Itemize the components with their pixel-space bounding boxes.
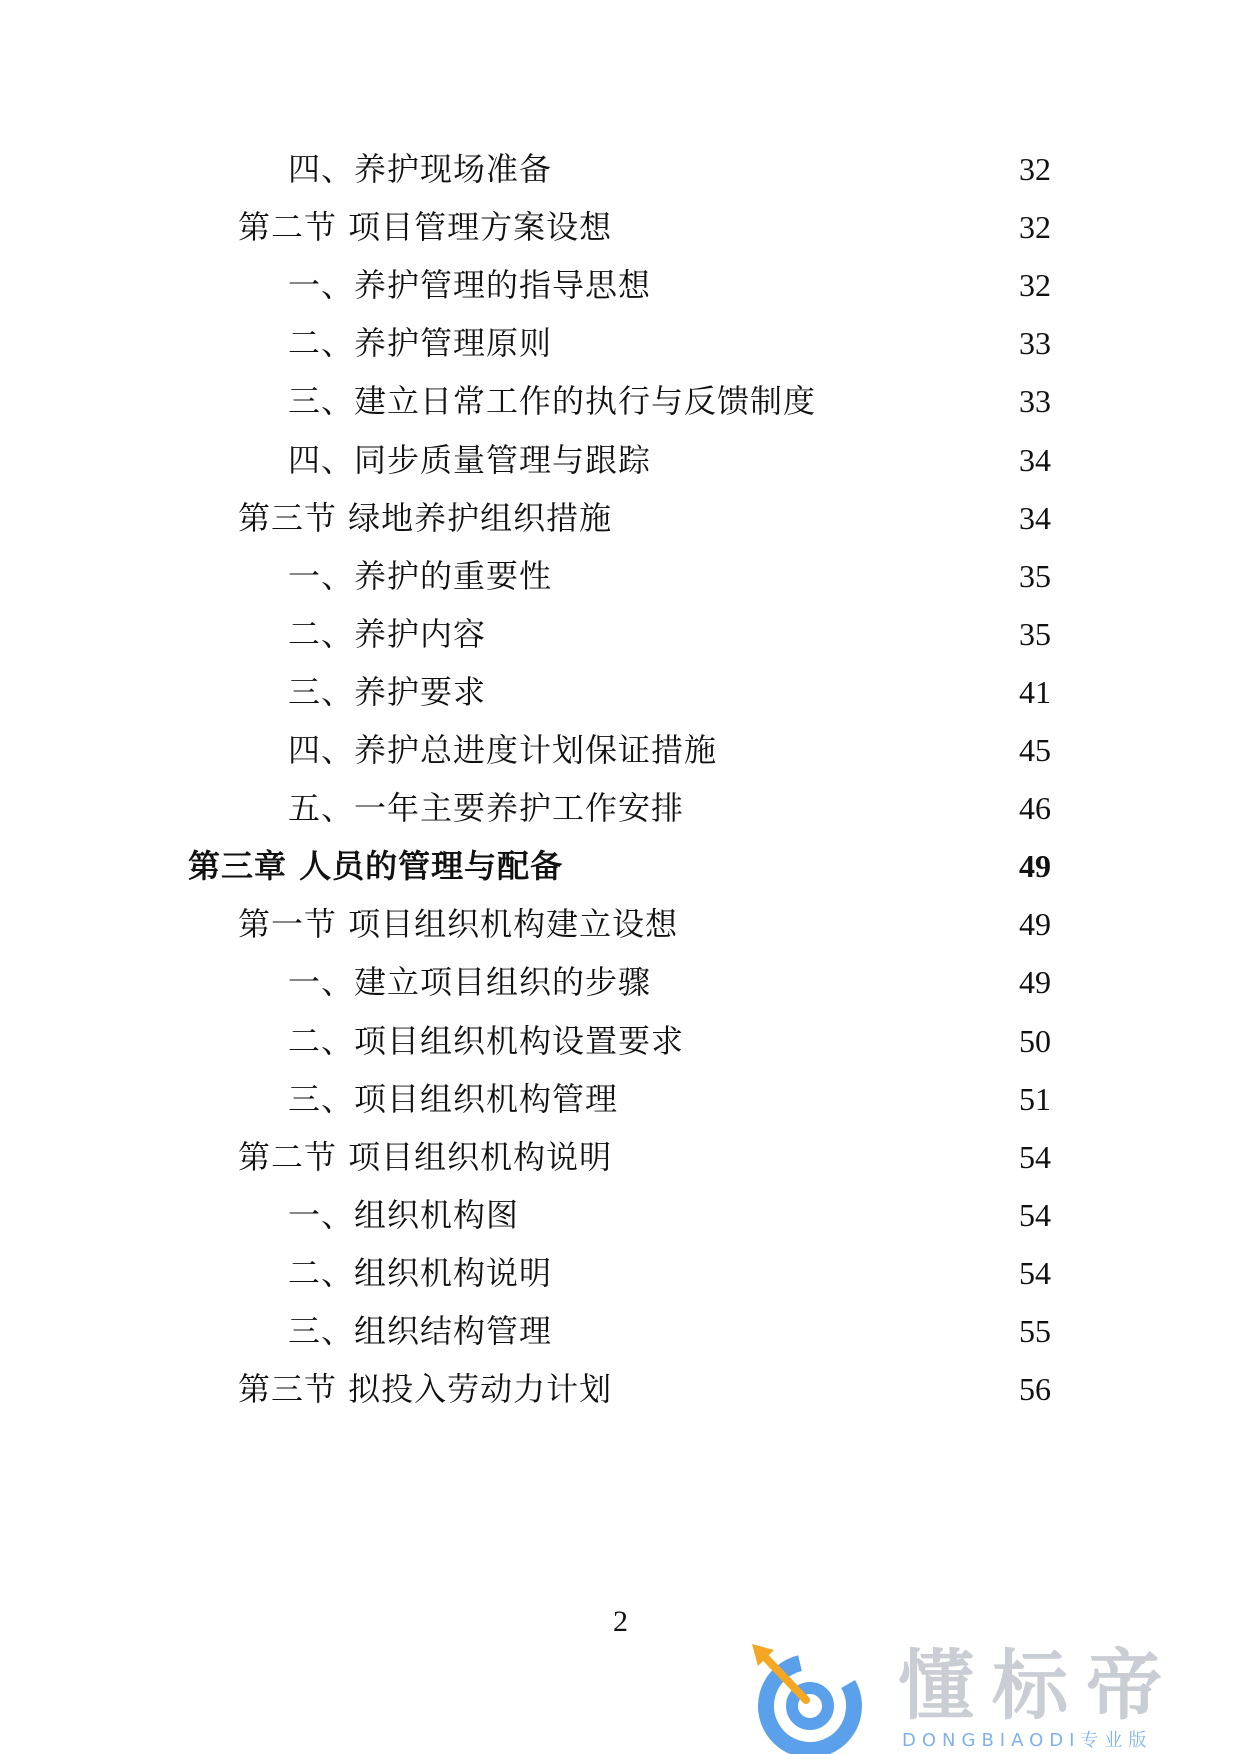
- toc-entry-page: 49: [1019, 848, 1051, 885]
- toc-entry: [0, 551, 1241, 601]
- toc-entry: [0, 202, 1241, 252]
- watermark-brand: 懂标帝: [898, 1641, 1180, 1730]
- toc-entry-title: 二、养护管理原则: [288, 324, 553, 363]
- toc-entry-title: 第二节 项目组织机构说明: [238, 1137, 613, 1176]
- toc-entry-title: 一、组织机构图: [288, 1195, 520, 1234]
- toc-entry-title: 四、同步质量管理与跟踪: [288, 440, 652, 479]
- toc-entry-title: 二、养护内容: [288, 614, 487, 653]
- toc-entry-title: 一、建立项目组织的步骤: [288, 963, 652, 1002]
- toc-entry-title: 第三章 人员的管理与配备: [188, 847, 564, 886]
- toc-entry-title: 三、组织结构管理: [288, 1312, 553, 1350]
- toc-entry-page: 54: [1019, 1254, 1051, 1291]
- toc-entry-title: 四、养护总进度计划保证措施: [288, 731, 718, 769]
- toc-entry-title: 第二节 项目管理方案设想: [238, 208, 613, 247]
- toc-entry-title: 五、一年主要养护工作安排: [288, 789, 685, 828]
- toc-entry: [0, 1306, 1241, 1356]
- toc-entry-page: 32: [1019, 209, 1051, 246]
- toc-entry-title: 三、养护要求: [288, 672, 487, 711]
- toc-entry-title: 三、项目组织机构管理: [288, 1079, 619, 1118]
- toc-entry-page: 46: [1019, 790, 1051, 827]
- toc-entry: [0, 1248, 1241, 1298]
- toc-entry: [0, 260, 1241, 310]
- toc-entry-title: 第三节 拟投入劳动力计划: [238, 1370, 613, 1409]
- toc-entry-page: 49: [1019, 906, 1051, 943]
- toc-entry: [0, 1132, 1241, 1182]
- toc-entry-page: 41: [1019, 673, 1051, 710]
- toc-entry-page: 34: [1019, 499, 1051, 536]
- toc-entry: [0, 1074, 1241, 1124]
- toc-entry-page: 34: [1019, 441, 1051, 478]
- toc-entry-page: 33: [1019, 383, 1051, 420]
- toc-entry: [0, 435, 1241, 485]
- toc-entry-page: 35: [1019, 557, 1051, 594]
- toc-entry-page: 32: [1019, 267, 1051, 304]
- target-arrow-icon: [740, 1636, 870, 1754]
- page-number: 2: [613, 1605, 628, 1638]
- toc-entry: [0, 841, 1241, 891]
- toc-entry-title: 一、养护的重要性: [288, 556, 553, 595]
- toc-entry-page: 54: [1019, 1138, 1051, 1175]
- toc-entry-title: 二、项目组织机构设置要求: [288, 1021, 685, 1060]
- toc-entry: [0, 318, 1241, 368]
- toc-entry-page: 54: [1019, 1196, 1051, 1233]
- toc-entry-page: 49: [1019, 964, 1051, 1001]
- toc-entry-title: 四、养护现场准备: [288, 150, 553, 188]
- toc-entry-page: 56: [1019, 1371, 1051, 1408]
- toc-entry: [0, 609, 1241, 659]
- toc-entry: [0, 725, 1241, 775]
- toc-entry-title: 二、组织机构说明: [288, 1253, 553, 1292]
- toc-entry-page: 45: [1019, 732, 1051, 768]
- toc-entry: [0, 957, 1241, 1007]
- toc-entry-title: 一、养护管理的指导思想: [288, 266, 652, 305]
- watermark: [740, 1636, 1241, 1754]
- toc-entry-page: 32: [1019, 151, 1051, 187]
- watermark-subtitle: DONGBIAODI专业版: [902, 1730, 1153, 1751]
- toc-entry-title: 三、建立日常工作的执行与反馈制度: [288, 382, 817, 421]
- toc-entry: [0, 144, 1241, 194]
- toc-entry: [0, 899, 1241, 949]
- toc-entry: [0, 1364, 1241, 1414]
- toc-entry: [0, 667, 1241, 717]
- toc-entry-page: 51: [1019, 1080, 1051, 1117]
- toc-entry: [0, 376, 1241, 426]
- toc-entry-page: 55: [1019, 1313, 1051, 1349]
- toc-entry-title: 第一节 项目组织机构建立设想: [238, 905, 679, 944]
- toc-entry: [0, 493, 1241, 543]
- toc-entry-title: 第三节 绿地养护组织措施: [238, 498, 613, 537]
- toc-entry: [0, 1016, 1241, 1066]
- toc-entry-page: 33: [1019, 325, 1051, 362]
- toc-entry-page: 50: [1019, 1022, 1051, 1059]
- toc-entry: [0, 783, 1241, 833]
- toc-entry: [0, 1190, 1241, 1240]
- toc-entry-page: 35: [1019, 615, 1051, 652]
